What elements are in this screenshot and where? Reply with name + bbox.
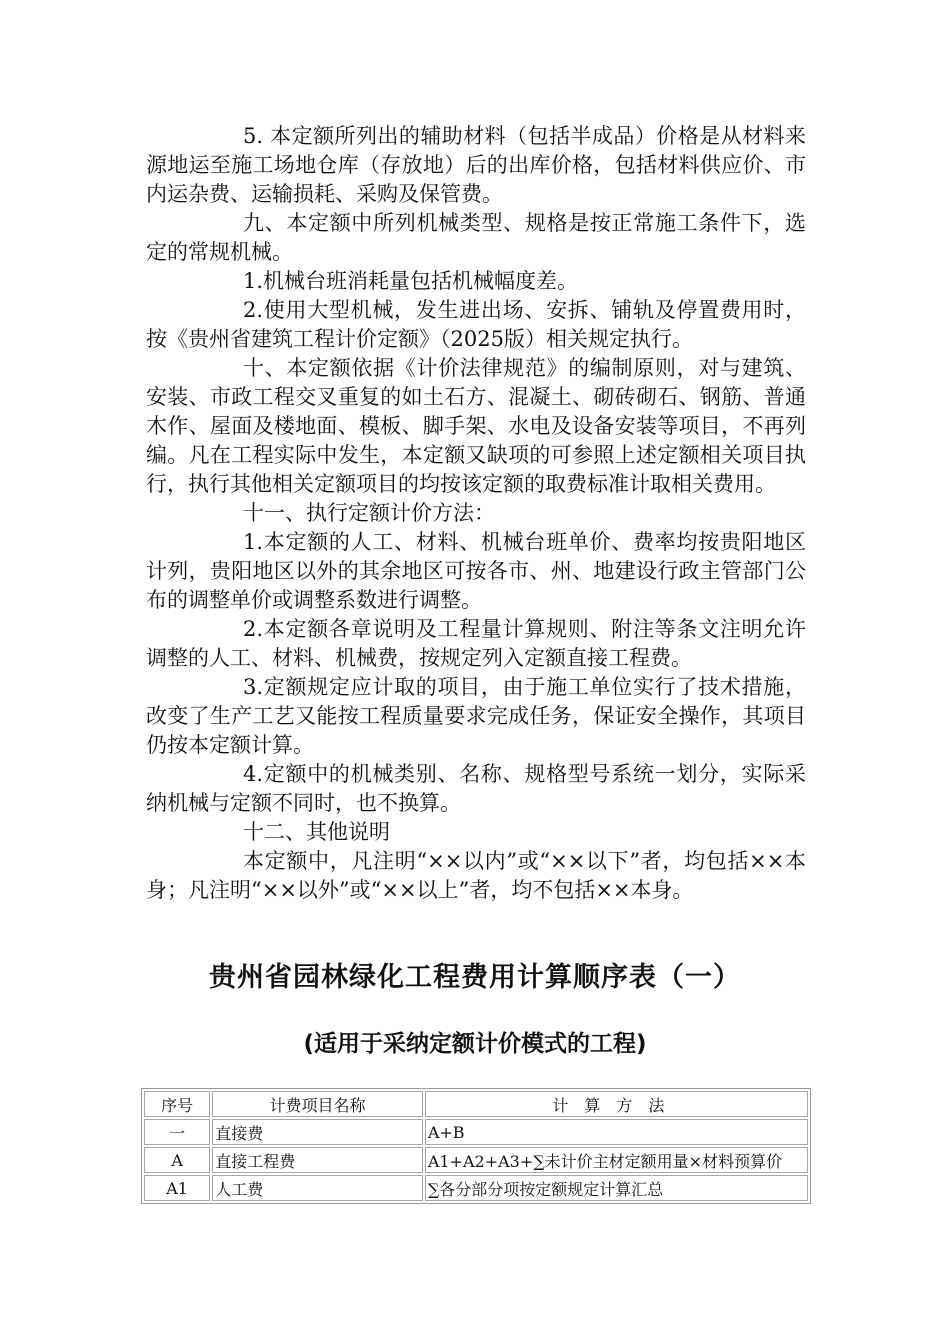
paragraph-section-9: 九、本定额中所列机械类型、规格是按正常施工条件下，选定的常规机械。	[146, 211, 806, 264]
header-method: 计算方法	[425, 1091, 808, 1117]
table-row	[144, 1119, 808, 1145]
cell-method: ∑各分部分项按定额规定计算汇总	[425, 1175, 808, 1201]
paragraph-section-12: 十二、其他说明	[243, 820, 390, 844]
paragraph-method-3: 3.定额规定应计取的项目，由于施工单位实行了技术措施，改变了生产工艺又能按工程质量要求完成任务，保证安全操作，其项目仍按本定额计算。	[146, 675, 806, 757]
cell-item-name: 直接费	[212, 1119, 423, 1145]
paragraph-method-4: 4.定额中的机械类别、名称、规格型号系统一划分，实际采纳机械与定额不同时，也不换算。	[146, 762, 806, 815]
table-row	[144, 1147, 808, 1173]
table-header-row	[144, 1091, 808, 1117]
cell-number: A1	[144, 1175, 210, 1201]
cell-item-name: 直接工程费	[212, 1147, 423, 1173]
cell-number: A	[144, 1147, 210, 1173]
paragraph-section-11: 十一、执行定额计价方法：	[243, 501, 495, 525]
paragraph-other-note: 本定额中，凡注明“××以内”或“××以下”者，均包括××本身；凡注明“××以外”或“××以上”者，均不包括××本身。	[146, 849, 806, 902]
paragraph-item-5: 5. 本定额所列出的辅助材料（包括半成品）价格是从材料来源地运至施工场地仓库（存放地）后的出库价格，包括材料供应价、市内运杂费、运输损耗、采购及保管费。	[146, 124, 806, 206]
body-text	[146, 122, 806, 905]
cell-item-name: 人工费	[212, 1175, 423, 1201]
cell-method: A+B	[425, 1119, 808, 1145]
paragraph-section-10: 十、本定额依据《计价法律规范》的编制原则，对与建筑、安装、市政工程交叉重复的如土石方、混凝土、砌砖砌石、钢筋、普通木作、屋面及楼地面、模板、脚手架、水电及设备安装等项目，不再列编。凡在工程实际中发生，本定额又缺项的可参照上述定额相关项目执行，执行其他相关定额项目的均按该定额的取费标准计取相关费用。	[146, 356, 806, 496]
table-subtitle: (适用于采纳定额计价模式的工程)	[303, 1031, 647, 1057]
table-row	[144, 1175, 808, 1201]
cell-number: 一	[144, 1119, 210, 1145]
table-title: 贵州省园林绿化工程费用计算顺序表（一）	[209, 962, 741, 993]
paragraph-method-1: 1.本定额的人工、材料、机械台班单价、费率均按贵阳地区计列，贵阳地区以外的其余地区可按各市、州、地建设行政主管部门公布的调整单价或调整系数进行调整。	[146, 530, 806, 612]
paragraph-method-2: 2.本定额各章说明及工程量计算规则、附注等条文注明允许调整的人工、材料、机械费，按规定列入定额直接工程费。	[146, 617, 806, 670]
header-item-name: 计费项目名称	[212, 1091, 423, 1117]
cell-method: A1+A2+A3+∑未计价主材定额用量×材料预算价	[425, 1147, 808, 1173]
fee-calculation-table	[141, 1088, 811, 1204]
paragraph-item-2: 2.使用大型机械，发生进出场、安拆、铺轨及停置费用时，按《贵州省建筑工程计价定额》（2025版）相关规定执行。	[146, 298, 806, 351]
paragraph-item-1: 1.机械台班消耗量包括机械幅度差。	[243, 269, 579, 293]
header-number: 序号	[144, 1091, 210, 1117]
